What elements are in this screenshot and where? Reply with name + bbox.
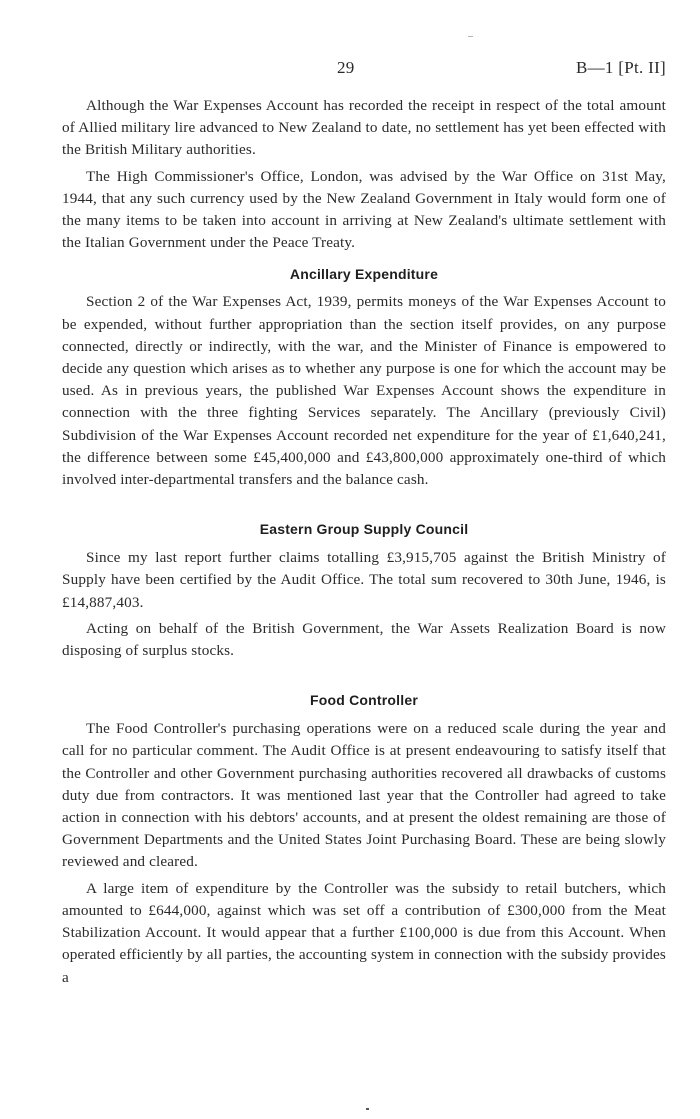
page-number: 29 — [337, 58, 355, 77]
heading-eastern-group-supply-council: Eastern Group Supply Council — [259, 521, 469, 538]
heading-food-controller: Food Controller — [310, 692, 418, 709]
scan-mark-top — [468, 36, 473, 37]
paragraph-ministry-of-supply-claims: Since my last report further claims totalling £3,915,705 against the British Ministry of Supply have been certified by the Audit Office. The total sum recovered to 30th June, 1946, is £14,887,403. — [62, 549, 666, 611]
paragraph-high-commissioner: The High Commissioner's Office, London, was advised by the War Office on 31st May, 1944, that any such currency used by the New Zealand Government in Italy would form one of the many items to be taken into account in arriving at New Zealand's ultimate settlement with the Italian Government under the Peace Treaty. — [62, 167, 666, 252]
paragraph-lire-settlement: Although the War Expenses Account has recorded the receipt in respect of the total amount of Allied military lire advanced to New Zealand to date, no settlement has yet been effected with the British Military authorities. — [62, 97, 666, 159]
scan-mark-bottom — [366, 1108, 369, 1110]
document-page — [62, 58, 666, 989]
paragraph-ancillary-expenditure: Section 2 of the War Expenses Act, 1939, permits moneys of the War Expenses Account to be expended, without further appropriation than the section itself provides, on any purpose connected, directly or indirectly, with the war, and the Minister of Finance is empowered to decide any question which arises as to whether any purpose is one for which the account may be used. As in previous years, the published War Expenses Account shows the expenditure in connection with the three fighting Services separately. The Ancillary (previously Civil) Subdivision of the War Expenses Account recorded net expenditure for the year of £1,640,241, the difference between some £45,400,000 and £43,800,000 approximately one-third of which involved inter-departmental transfers and the balance cash. — [62, 293, 666, 489]
page-header — [62, 58, 666, 80]
document-reference: B—1 [Pt. II] — [575, 58, 666, 77]
paragraph-war-assets-board: Acting on behalf of the British Government, the War Assets Realization Board is now disposing of surplus stocks. — [62, 619, 666, 660]
paragraph-food-controller-operations: The Food Controller's purchasing operations were on a reduced scale during the year and call for no particular comment. The Audit Office is at present endeavouring to satisfy itself that the Controller and other Government purchasing authorities recovered all drawbacks of customs duty due from contractors. It was mentioned last year that the Controller had agreed to take action in connection with his debtors' accounts, and at present the oldest remaining are those of Government Departments and the United States Joint Purchasing Board. These are being slowly reviewed and cleared. — [62, 720, 666, 871]
paragraph-butchers-subsidy: A large item of expenditure by the Controller was the subsidy to retail butchers, which amounted to £644,000, against which was set off a contribution of £300,000 from the Meat Stabilization Account. It would appear that a further £100,000 is due from this Account. When operated efficiently by all parties, the accounting system in connection with the subsidy provides a — [62, 879, 666, 986]
heading-ancillary-expenditure: Ancillary Expenditure — [289, 266, 439, 283]
